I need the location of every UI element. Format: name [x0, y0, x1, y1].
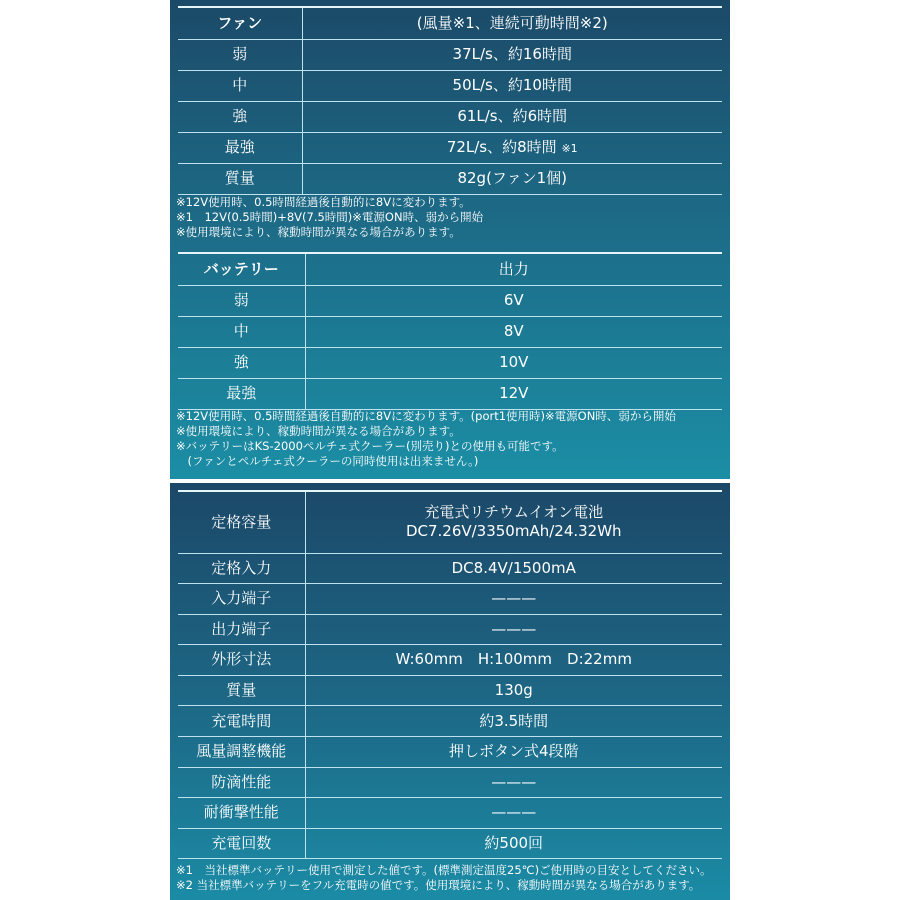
row-label: 中	[178, 316, 305, 347]
note: ※2 当社標準バッテリーをフル充電時の値です。使用環境により、稼動時間が異なる場合があります。	[176, 878, 701, 892]
value-text: 72L/s、約8時間	[446, 137, 557, 156]
row-value: 約500回	[305, 828, 722, 859]
row-label: 耐衝撃性能	[178, 798, 305, 829]
row-label: 弱	[178, 39, 302, 70]
table-row	[178, 163, 722, 194]
row-value: 押しボタン式4段階	[305, 737, 722, 768]
battery-spec-table	[178, 490, 722, 859]
table-row	[178, 347, 722, 378]
row-label: 質量	[178, 675, 305, 706]
row-label: 出力端子	[178, 614, 305, 645]
fan-battery-panel	[170, 0, 730, 479]
row-value: 37L/s、約16時間	[302, 39, 722, 70]
battery-notes	[176, 409, 676, 469]
spec-notes	[176, 863, 712, 893]
fan-header-value: (風量※1、連続可動時間※2)	[302, 7, 722, 39]
table-row	[178, 553, 722, 584]
battery-header-value: 出力	[305, 253, 722, 285]
note: ※バッテリーはKS-2000ペルチェ式クーラー(別売り)との使用も可能です。	[176, 439, 564, 453]
row-label: 充電回数	[178, 828, 305, 859]
table-row	[178, 737, 722, 768]
fan-header-label: ファン	[178, 7, 302, 39]
row-label: 外形寸法	[178, 645, 305, 676]
row-label: 質量	[178, 163, 302, 194]
row-label: 最強	[178, 378, 305, 409]
note: ※使用環境により、稼動時間が異なる場合があります。	[176, 424, 461, 438]
row-value: DC8.4V/1500mA	[305, 553, 722, 584]
note: (ファンとペルチェ式クーラーの同時使用は出来ません。)	[176, 454, 479, 468]
row-label: 風量調整機能	[178, 737, 305, 768]
row-value: 8V	[305, 316, 722, 347]
table-row	[178, 285, 722, 316]
row-value: 12V	[305, 378, 722, 409]
row-label: 弱	[178, 285, 305, 316]
row-value: 6V	[305, 285, 722, 316]
row-value: 130g	[305, 675, 722, 706]
table-row	[178, 798, 722, 829]
note: ※使用環境により、稼動時間が異なる場合があります。	[176, 225, 461, 239]
table-row	[178, 584, 722, 615]
row-value: 82g(ファン1個)	[302, 163, 722, 194]
row-label: 入力端子	[178, 584, 305, 615]
row-value: ———	[305, 798, 722, 829]
table-row	[178, 378, 722, 409]
row-value	[305, 491, 722, 553]
row-label: 最強	[178, 132, 302, 163]
note: ※12V使用時、0.5時間経過後自動的に8Vに変わります。	[176, 195, 471, 209]
row-value: 10V	[305, 347, 722, 378]
table-row	[178, 132, 722, 163]
row-value: 50L/s、約10時間	[302, 70, 722, 101]
footnote-mark: ※1	[561, 141, 578, 155]
row-label: 定格入力	[178, 553, 305, 584]
table-row	[178, 316, 722, 347]
row-value: ———	[305, 614, 722, 645]
value-line: DC7.26V/3350mAh/24.32Wh	[405, 522, 622, 541]
row-label: 中	[178, 70, 302, 101]
row-value: 61L/s、約6時間	[302, 101, 722, 132]
note: ※12V使用時、0.5時間経過後自動的に8Vに変わります。(port1使用時)※電源ON時、弱から開始	[176, 409, 676, 423]
row-label: 強	[178, 101, 302, 132]
row-value: ———	[305, 767, 722, 798]
table-row	[178, 70, 722, 101]
row-value	[302, 132, 722, 163]
row-label: 充電時間	[178, 706, 305, 737]
row-label: 定格容量	[178, 491, 305, 553]
row-label: 強	[178, 347, 305, 378]
fan-notes	[176, 195, 483, 240]
note: ※1 当社標準バッテリー使用で測定した値です。(標準測定温度25℃)ご使用時の目安としてください。	[176, 863, 712, 877]
table-row	[178, 675, 722, 706]
row-value: 約3.5時間	[305, 706, 722, 737]
table-row	[178, 101, 722, 132]
table-row	[178, 39, 722, 70]
battery-spec-panel	[170, 483, 730, 900]
table-row	[178, 706, 722, 737]
note: ※1 12V(0.5時間)+8V(7.5時間)※電源ON時、弱から開始	[176, 210, 484, 224]
row-label: 防滴性能	[178, 767, 305, 798]
battery-header-label: バッテリー	[178, 253, 305, 285]
fan-spec-table	[178, 6, 722, 195]
value-line: 充電式リチウムイオン電池	[424, 502, 604, 521]
table-row	[178, 828, 722, 859]
row-value: ———	[305, 584, 722, 615]
row-value: W:60mm H:100mm D:22mm	[305, 645, 722, 676]
table-row	[178, 614, 722, 645]
table-row	[178, 767, 722, 798]
battery-output-table	[178, 252, 722, 410]
table-row	[178, 491, 722, 553]
table-row	[178, 645, 722, 676]
